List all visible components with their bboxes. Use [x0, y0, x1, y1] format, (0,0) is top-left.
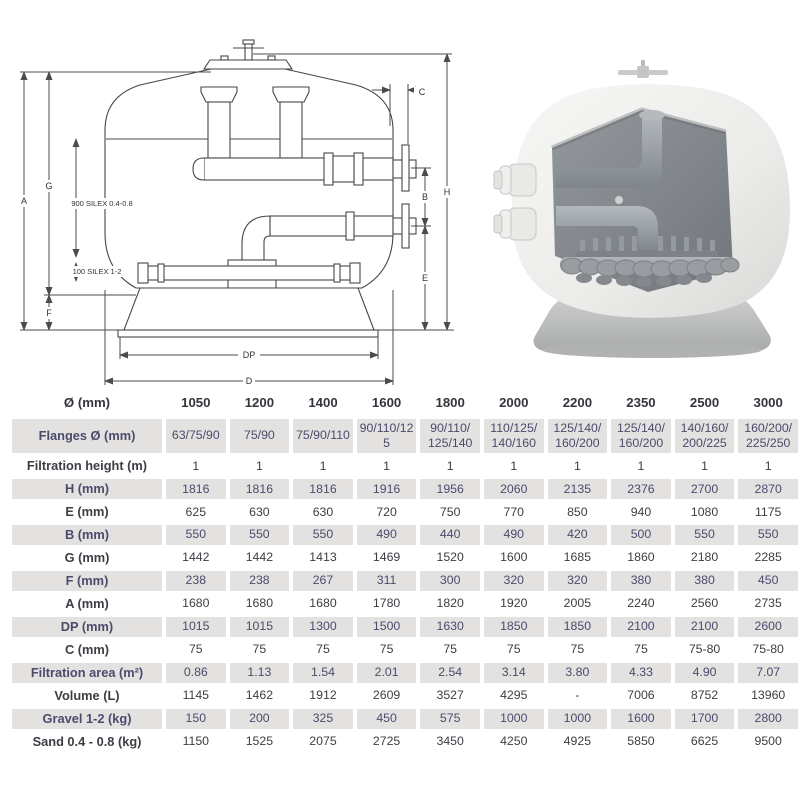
spec-cell: 1462 — [245, 688, 274, 703]
spec-cell: 500 — [611, 525, 671, 545]
spec-cell: 1816 — [166, 479, 226, 499]
spec-cell: 850 — [567, 504, 588, 519]
spec-cell: 2005 — [563, 596, 592, 611]
spec-cell: 0.86 — [166, 663, 226, 683]
spec-cell: 2060 — [484, 479, 544, 499]
column-header: 2350 — [626, 395, 656, 410]
row-label: G (mm) — [64, 550, 110, 566]
spec-cell: 1469 — [372, 550, 401, 565]
column-header: 2000 — [499, 395, 529, 410]
spec-cell: 1920 — [500, 596, 528, 611]
spec-cell: 1912 — [309, 688, 337, 703]
row-label: Filtration area (m²) — [12, 663, 162, 683]
spec-cell: 1 — [637, 458, 645, 473]
spec-cell: 320 — [548, 571, 608, 591]
spec-cell: 1175 — [754, 504, 782, 519]
spec-cell: 625 — [185, 504, 207, 519]
spec-cell: 4925 — [563, 734, 592, 749]
upper-flange-plate — [402, 145, 409, 191]
spec-cell: 2180 — [690, 550, 719, 565]
spec-cell: 550 — [293, 525, 353, 545]
spec-cell: 2135 — [548, 479, 608, 499]
dim-label-D: D — [245, 376, 253, 386]
row-label: B (mm) — [12, 525, 162, 545]
spec-cell: 3.14 — [484, 663, 544, 683]
spec-cell: 63/75/90 — [166, 419, 226, 454]
filter-3d-render — [492, 52, 810, 364]
spec-cell: 75 — [188, 642, 203, 657]
spec-cell: 1680 — [309, 596, 337, 611]
spec-cell: 1015 — [166, 617, 226, 637]
table-row — [12, 640, 798, 660]
spec-cell: 75-80 — [752, 642, 784, 657]
spec-cell: 1413 — [309, 550, 337, 565]
dim-label-B: B — [421, 192, 429, 202]
table-row — [12, 594, 798, 614]
spec-cell: 3450 — [436, 734, 464, 749]
spec-cell: 75 — [634, 642, 648, 657]
spec-cell: 1525 — [245, 734, 274, 749]
dim-label-E: E — [421, 273, 429, 283]
row-label: Volume (L) — [54, 688, 120, 704]
spec-cell: - — [575, 688, 580, 703]
header-row — [12, 392, 798, 416]
spec-cell: 200 — [230, 709, 290, 729]
spec-cell: 75 — [252, 642, 267, 657]
spec-cell: 1685 — [563, 550, 592, 565]
spec-cell: 311 — [357, 571, 417, 591]
spec-cell: 2376 — [611, 479, 671, 499]
spec-cell: 125/140/ 160/200 — [611, 419, 671, 454]
spec-cell: 1850 — [484, 617, 544, 637]
spec-cell: 2285 — [754, 550, 782, 565]
spec-cell: 720 — [376, 504, 397, 519]
spec-cell: 2.01 — [357, 663, 417, 683]
row-label: C (mm) — [64, 642, 110, 658]
spec-cell: 1 — [319, 458, 327, 473]
lower-flange-plate — [402, 204, 409, 248]
dim-label-DP: DP — [242, 350, 256, 360]
row-label: Filtration height (m) — [26, 458, 148, 474]
spec-cell: 75 — [570, 642, 585, 657]
technical-drawing — [18, 38, 490, 390]
spec-cell: 1916 — [357, 479, 417, 499]
spec-cell: 750 — [439, 504, 461, 519]
spec-cell: 3527 — [436, 688, 464, 703]
spec-cell: 1700 — [675, 709, 735, 729]
spec-cell: 490 — [484, 525, 544, 545]
spec-cell: 450 — [357, 709, 417, 729]
dim-label-G: G — [45, 181, 53, 191]
spec-cell: 320 — [484, 571, 544, 591]
spec-cell: 1 — [446, 458, 454, 473]
spec-cell: 75 — [443, 642, 458, 657]
spec-cell: 550 — [230, 525, 290, 545]
spec-cell: 1 — [701, 458, 708, 473]
spec-cell: 1680 — [182, 596, 210, 611]
column-header: 1050 — [181, 395, 211, 410]
spec-cell: 7.07 — [738, 663, 798, 683]
spec-cell: 1680 — [245, 596, 274, 611]
table-row — [12, 663, 798, 683]
table-row — [12, 502, 798, 522]
spec-cell: 1.54 — [293, 663, 353, 683]
base-skirt — [118, 288, 378, 337]
spec-cell: 1816 — [293, 479, 353, 499]
spec-cell: 5850 — [627, 734, 655, 749]
table-row — [12, 709, 798, 729]
top-manhole-plate — [204, 60, 292, 69]
air-relief-valve-icon — [233, 40, 264, 60]
spec-cell: 1956 — [420, 479, 480, 499]
table-row — [12, 571, 798, 591]
spec-cell: 1015 — [230, 617, 290, 637]
spec-cell: 380 — [675, 571, 735, 591]
spec-cell: 4250 — [500, 734, 528, 749]
spec-cell: 1442 — [182, 550, 210, 565]
spec-cell: 75 — [506, 642, 521, 657]
spec-cell: 2725 — [372, 734, 401, 749]
spec-cell: 238 — [230, 571, 290, 591]
spec-cell: 940 — [630, 504, 652, 519]
spec-cell: 90/110/125 — [357, 419, 417, 454]
spec-cell: 75/90 — [230, 419, 290, 454]
spec-cell: 450 — [738, 571, 798, 591]
column-header: 2200 — [562, 395, 593, 410]
spec-cell: 125/140/ 160/200 — [548, 419, 608, 454]
dim-label-A: A — [20, 196, 28, 206]
table-row — [12, 617, 798, 637]
table-row — [12, 479, 798, 499]
spec-cell: 2075 — [309, 734, 337, 749]
spec-cell: 2700 — [675, 479, 735, 499]
dim-label-F: F — [46, 308, 52, 318]
spec-cell: 630 — [312, 504, 334, 519]
spec-cell: 90/110/ 125/140 — [420, 419, 480, 454]
spec-cell: 3.80 — [548, 663, 608, 683]
spec-cell: 490 — [357, 525, 417, 545]
table-row — [12, 686, 798, 706]
spec-cell: 550 — [675, 525, 735, 545]
spec-cell: 1520 — [436, 550, 464, 565]
spec-cell: 267 — [293, 571, 353, 591]
row-label: Flanges Ø (mm) — [12, 419, 162, 454]
spec-cell: 2800 — [738, 709, 798, 729]
spec-cell: 4295 — [500, 688, 528, 703]
spec-cell: 75/90/110 — [293, 419, 353, 454]
spec-cell: 238 — [166, 571, 226, 591]
spec-cell: 770 — [503, 504, 525, 519]
spec-cell: 1820 — [436, 596, 464, 611]
spec-cell: 1 — [255, 458, 263, 473]
column-header: 1600 — [371, 395, 402, 410]
spec-cell: 300 — [420, 571, 480, 591]
spec-cell: 1780 — [372, 596, 401, 611]
table-row — [12, 456, 798, 476]
column-header: 1200 — [244, 395, 275, 410]
spec-cell: 550 — [166, 525, 226, 545]
spec-cell: 2100 — [611, 617, 671, 637]
spec-cell: 75 — [379, 642, 394, 657]
spec-cell: 1150 — [182, 734, 210, 749]
row-label: F (mm) — [12, 571, 162, 591]
dim-label-H: H — [443, 187, 451, 197]
sand-layer-label: 900 SILEX 0.4-0.8 — [71, 199, 133, 208]
spec-cell: 110/125/ 140/160 — [484, 419, 544, 454]
render-air-valve — [618, 60, 668, 78]
spec-cell: 1000 — [484, 709, 544, 729]
row-label: E (mm) — [65, 504, 109, 520]
spec-cell: 2100 — [675, 617, 735, 637]
spec-cell: 75-80 — [688, 642, 721, 657]
spec-cell: 1 — [510, 458, 518, 473]
spec-cell: 75 — [316, 642, 330, 657]
spec-cell: 1000 — [548, 709, 608, 729]
spec-cell: 440 — [420, 525, 480, 545]
spec-table-head — [12, 392, 798, 416]
spec-cell: 325 — [293, 709, 353, 729]
row-label: Gravel 1-2 (kg) — [12, 709, 162, 729]
spec-cell: 1850 — [548, 617, 608, 637]
spec-cell: 4.90 — [675, 663, 735, 683]
gravel-layer-label: 100 SILEX 1-2 — [72, 267, 122, 276]
spec-cell: 1442 — [245, 550, 274, 565]
spec-cell: 1600 — [611, 709, 671, 729]
spec-cell: 380 — [611, 571, 671, 591]
corner-header: Ø (mm) — [63, 395, 111, 410]
spec-cell: 1 — [573, 458, 581, 473]
spec-cell: 1 — [192, 458, 200, 473]
spec-cell: 1816 — [230, 479, 290, 499]
spec-cell: 8752 — [690, 688, 719, 703]
spec-cell: 1145 — [182, 688, 210, 703]
table-row — [12, 419, 798, 454]
column-header: 3000 — [753, 395, 783, 410]
spec-cell: 2870 — [738, 479, 798, 499]
spec-cell: 4.33 — [611, 663, 671, 683]
spec-cell: 9500 — [754, 734, 782, 749]
row-label: H (mm) — [12, 479, 162, 499]
table-row — [12, 525, 798, 545]
spec-cell: 13960 — [751, 688, 786, 703]
spec-cell: 1860 — [627, 550, 655, 565]
spec-cell: 550 — [738, 525, 798, 545]
spec-cell: 2.54 — [420, 663, 480, 683]
spec-cell: 2600 — [738, 617, 798, 637]
column-header: 1400 — [308, 395, 338, 410]
spec-cell: 1 — [764, 458, 772, 473]
spec-cell: 140/160/ 200/225 — [675, 419, 735, 454]
spec-cell: 575 — [420, 709, 480, 729]
table-row — [12, 548, 798, 568]
spec-cell: 2735 — [754, 596, 782, 611]
spec-cell: 1630 — [420, 617, 480, 637]
row-label: DP (mm) — [12, 617, 162, 637]
column-header: 1800 — [435, 395, 465, 410]
spec-table — [8, 389, 802, 755]
spec-cell: 420 — [548, 525, 608, 545]
spec-cell: 2240 — [627, 596, 655, 611]
column-header: 2500 — [689, 395, 720, 410]
row-label: Sand 0.4 - 0.8 (kg) — [32, 734, 142, 750]
spec-cell: 1300 — [293, 617, 353, 637]
spec-cell: 630 — [249, 504, 270, 519]
spec-cell: 160/200/ 225/250 — [738, 419, 798, 454]
spec-cell: 6625 — [690, 734, 719, 749]
spec-cell: 2560 — [690, 596, 719, 611]
spec-cell: 150 — [166, 709, 226, 729]
row-label: A (mm) — [65, 596, 109, 612]
spec-cell: 1.13 — [230, 663, 290, 683]
dim-label-C: C — [418, 87, 426, 97]
spec-table-body — [12, 419, 798, 753]
spec-cell: 7006 — [627, 688, 655, 703]
spec-cell: 2609 — [372, 688, 401, 703]
spec-cell: 1 — [383, 458, 390, 473]
table-row — [12, 732, 798, 752]
spec-cell: 1500 — [357, 617, 417, 637]
spec-cell: 1600 — [500, 550, 528, 565]
spec-cell: 1080 — [690, 504, 719, 519]
